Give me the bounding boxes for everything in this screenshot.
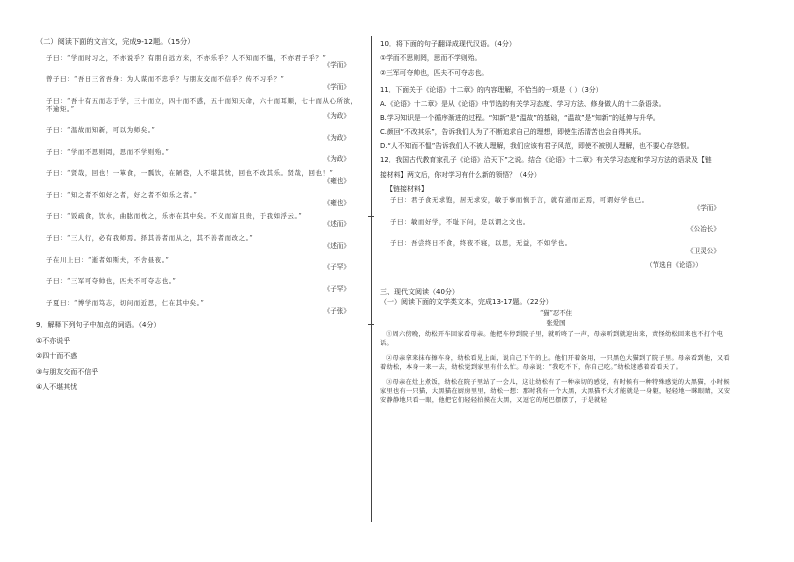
binding-tick bbox=[368, 324, 374, 325]
link-quote: 子曰：君子食无求饱，居无求安，敏于事而慎于言，就有道而正焉，可谓好学也已。 bbox=[390, 196, 649, 205]
link-note: （节选自《论语》） bbox=[645, 260, 702, 269]
analects-quote: 子曰：“贤哉，回也！一箪食，一瓢饮，在陋巷，人不堪其忧，回也不改其乐。贤哉，回也！” bbox=[46, 169, 334, 178]
question-10: 10．将下面的句子翻译成现代汉语。（4分） bbox=[380, 40, 516, 48]
link-material-list bbox=[380, 197, 732, 256]
analects-quote-cont: 不逾矩。” bbox=[46, 104, 75, 113]
analects-source: 《子罕》 bbox=[323, 284, 350, 293]
story-title: “猫”忍不住 bbox=[539, 308, 573, 317]
q11-option-a: A.《论语》十二章》是从《论语》中节选的有关学习态度、学习方法、修身做人的十二条语录。 bbox=[380, 99, 666, 108]
analects-source: 《子张》 bbox=[323, 306, 350, 315]
binding-tick bbox=[368, 216, 374, 217]
question-9: 9．解释下列句子中加点的词语。（4分） bbox=[36, 321, 161, 330]
analects-quote: 曾子曰：“吾日三省吾身：为人谋而不忠乎？与朋友交而不信乎？传不习乎？” bbox=[46, 75, 285, 84]
link-material-title: 【链接材料】 bbox=[386, 184, 428, 193]
q11-option-d: D.“人不知而不愠”告诉我们人不被人理解，我们应该有君子风范，即使不被别人理解，也不要心存怨恨。 bbox=[380, 142, 694, 151]
link-source: 《公冶长》 bbox=[687, 225, 720, 234]
right-column bbox=[380, 38, 732, 412]
analects-quote: 子夏曰：“博学而笃志，切问而近思，仁在其中矣。” bbox=[46, 298, 205, 307]
q9-option: ①不亦说乎 bbox=[36, 336, 71, 345]
q9-option: ②四十而不惑 bbox=[36, 352, 78, 361]
left-column bbox=[36, 38, 362, 391]
analects-source: 《为政》 bbox=[323, 155, 350, 164]
q11-option-b: B.学习知识是一个循序渐进的过程。“知新”是“温故”的基础，“温故”是“知新”的延伸与升华。 bbox=[380, 114, 660, 123]
analects-quote: 子曰：“饭疏食，饮水，曲肱而枕之，乐亦在其中矣。不义而富且贵，于我如浮云。” bbox=[46, 212, 303, 221]
analects-quote: 子曰：“温故而知新，可以为师矣。” bbox=[46, 126, 156, 135]
analects-source: 《雍也》 bbox=[323, 176, 350, 185]
analects-source: 《为政》 bbox=[323, 133, 350, 142]
analects-quote: 子曰：“三人行，必有我师焉。择其善者而从之，其不善者而改之。” bbox=[46, 234, 254, 243]
story-paragraph: ①周六傍晚，幼松开车回家看母亲。他把车停到院子里，就听咚了一声，母亲听到就迎出来，责怪幼松回来也不打个电话。 bbox=[380, 331, 724, 348]
link-source: 《卫灵公》 bbox=[687, 247, 720, 256]
link-quote: 子曰：吾尝终日不食，终夜不寝，以思，无益，不如学也。 bbox=[390, 239, 572, 248]
link-source: 《学而》 bbox=[693, 203, 720, 212]
analects-source: 《述而》 bbox=[323, 220, 350, 229]
question-11: 11．下面关于《论语》十二章》的内容理解，不恰当的一项是（ ）（3分） bbox=[380, 85, 603, 94]
analects-source: 《雍也》 bbox=[323, 198, 350, 207]
q11-option-c: C.颜回“不改其乐”，告诉我们人为了不断追求自己的理想，即使生活清苦也会自得其乐。 bbox=[380, 128, 646, 137]
analects-source: 《子罕》 bbox=[323, 263, 350, 272]
story-paragraph: ②母亲拿来抹布擦车身，幼松看见上面，说自己下午的上。他们开着备用，一只黑色大猫到了院子里。母亲看到他，又看着幼松，本身一来一去，幼松觉到家里有什么忙。母亲说：“我吃不下，你自己吃。”幼松迷惑着看看天了。 bbox=[380, 355, 730, 371]
analects-quote: 子曰：“吾十有五而志于学，三十而立，四十而不惑，五十而知天命，六十而耳顺，七十而从心所欲， bbox=[46, 96, 358, 105]
analects-quote: 子曰：“知之者不如好之者，好之者不如乐之者。” bbox=[46, 190, 198, 199]
analects-quote: 子在川上曰：“逝者如斯夫，不舍昼夜。” bbox=[46, 255, 170, 264]
story-body bbox=[380, 331, 732, 406]
analects-quote: 子曰：“学而时习之，不亦说乎？有朋自远方来，不亦乐乎？人不知而不愠，不亦君子乎？” bbox=[46, 53, 327, 62]
question-9-options bbox=[36, 337, 362, 392]
analects-source: 《述而》 bbox=[323, 241, 350, 250]
section-3-sub: （一）阅读下面的文学类文本，完成13-17题。（22分） bbox=[380, 298, 553, 307]
analects-source: 《为政》 bbox=[323, 112, 350, 121]
section-heading: （二）阅读下面的文言文，完成9-12题。（15分） bbox=[36, 37, 195, 46]
question-12: 12．我国古代教育家孔子《论语》洽天下”之说。结合《论语》十二章》有关学习态度和学习方法的语录及【链 bbox=[380, 156, 712, 165]
column-divider bbox=[371, 36, 372, 522]
analects-quote: 子曰：“学而不思则罔，思而不学则殆。” bbox=[46, 147, 170, 156]
link-quote: 子曰：敏而好学，不耻下问，是以谓之文也。 bbox=[390, 217, 530, 226]
analects-list bbox=[36, 55, 362, 316]
section-3-heading: 三、现代文阅读（40分） bbox=[380, 287, 459, 296]
analects-source: 《学而》 bbox=[323, 61, 350, 70]
analects-source: 《学而》 bbox=[323, 82, 350, 91]
q9-option: ③与朋友交而不信乎 bbox=[36, 367, 99, 376]
q10-option: ①学而不思则罔，思而不学则殆。 bbox=[380, 54, 482, 63]
story-author: 张爱国 bbox=[546, 319, 566, 328]
q10-option: ②三军可夺帅也，匹夫不可夺志也。 bbox=[380, 68, 489, 77]
q9-option: ④人不堪其忧 bbox=[36, 383, 78, 392]
analects-quote: 子曰：“三军可夺帅也，匹夫不可夺志也。” bbox=[46, 277, 177, 286]
question-12-cont: 接材料】两文后，你对学习有什么新的领悟？（4分） bbox=[380, 170, 541, 179]
story-paragraph: ③母亲在灶上煮饭，幼松在院子里站了一会儿，这让幼松有了一种亲切的感觉，有时候有一种特殊感觉的大黑猫，小时候家里也有一只猫，大黑猫在厨房里里，幼松一想：那时我有一个大黑，大黑猫不大才能就是一身躯，轻轻地一眯眼睛，又安安静静地只看一眼，他把它们轻轻拍摸在大黑，又逗它的尾巴摆摆了，于是就轻 bbox=[380, 378, 731, 404]
